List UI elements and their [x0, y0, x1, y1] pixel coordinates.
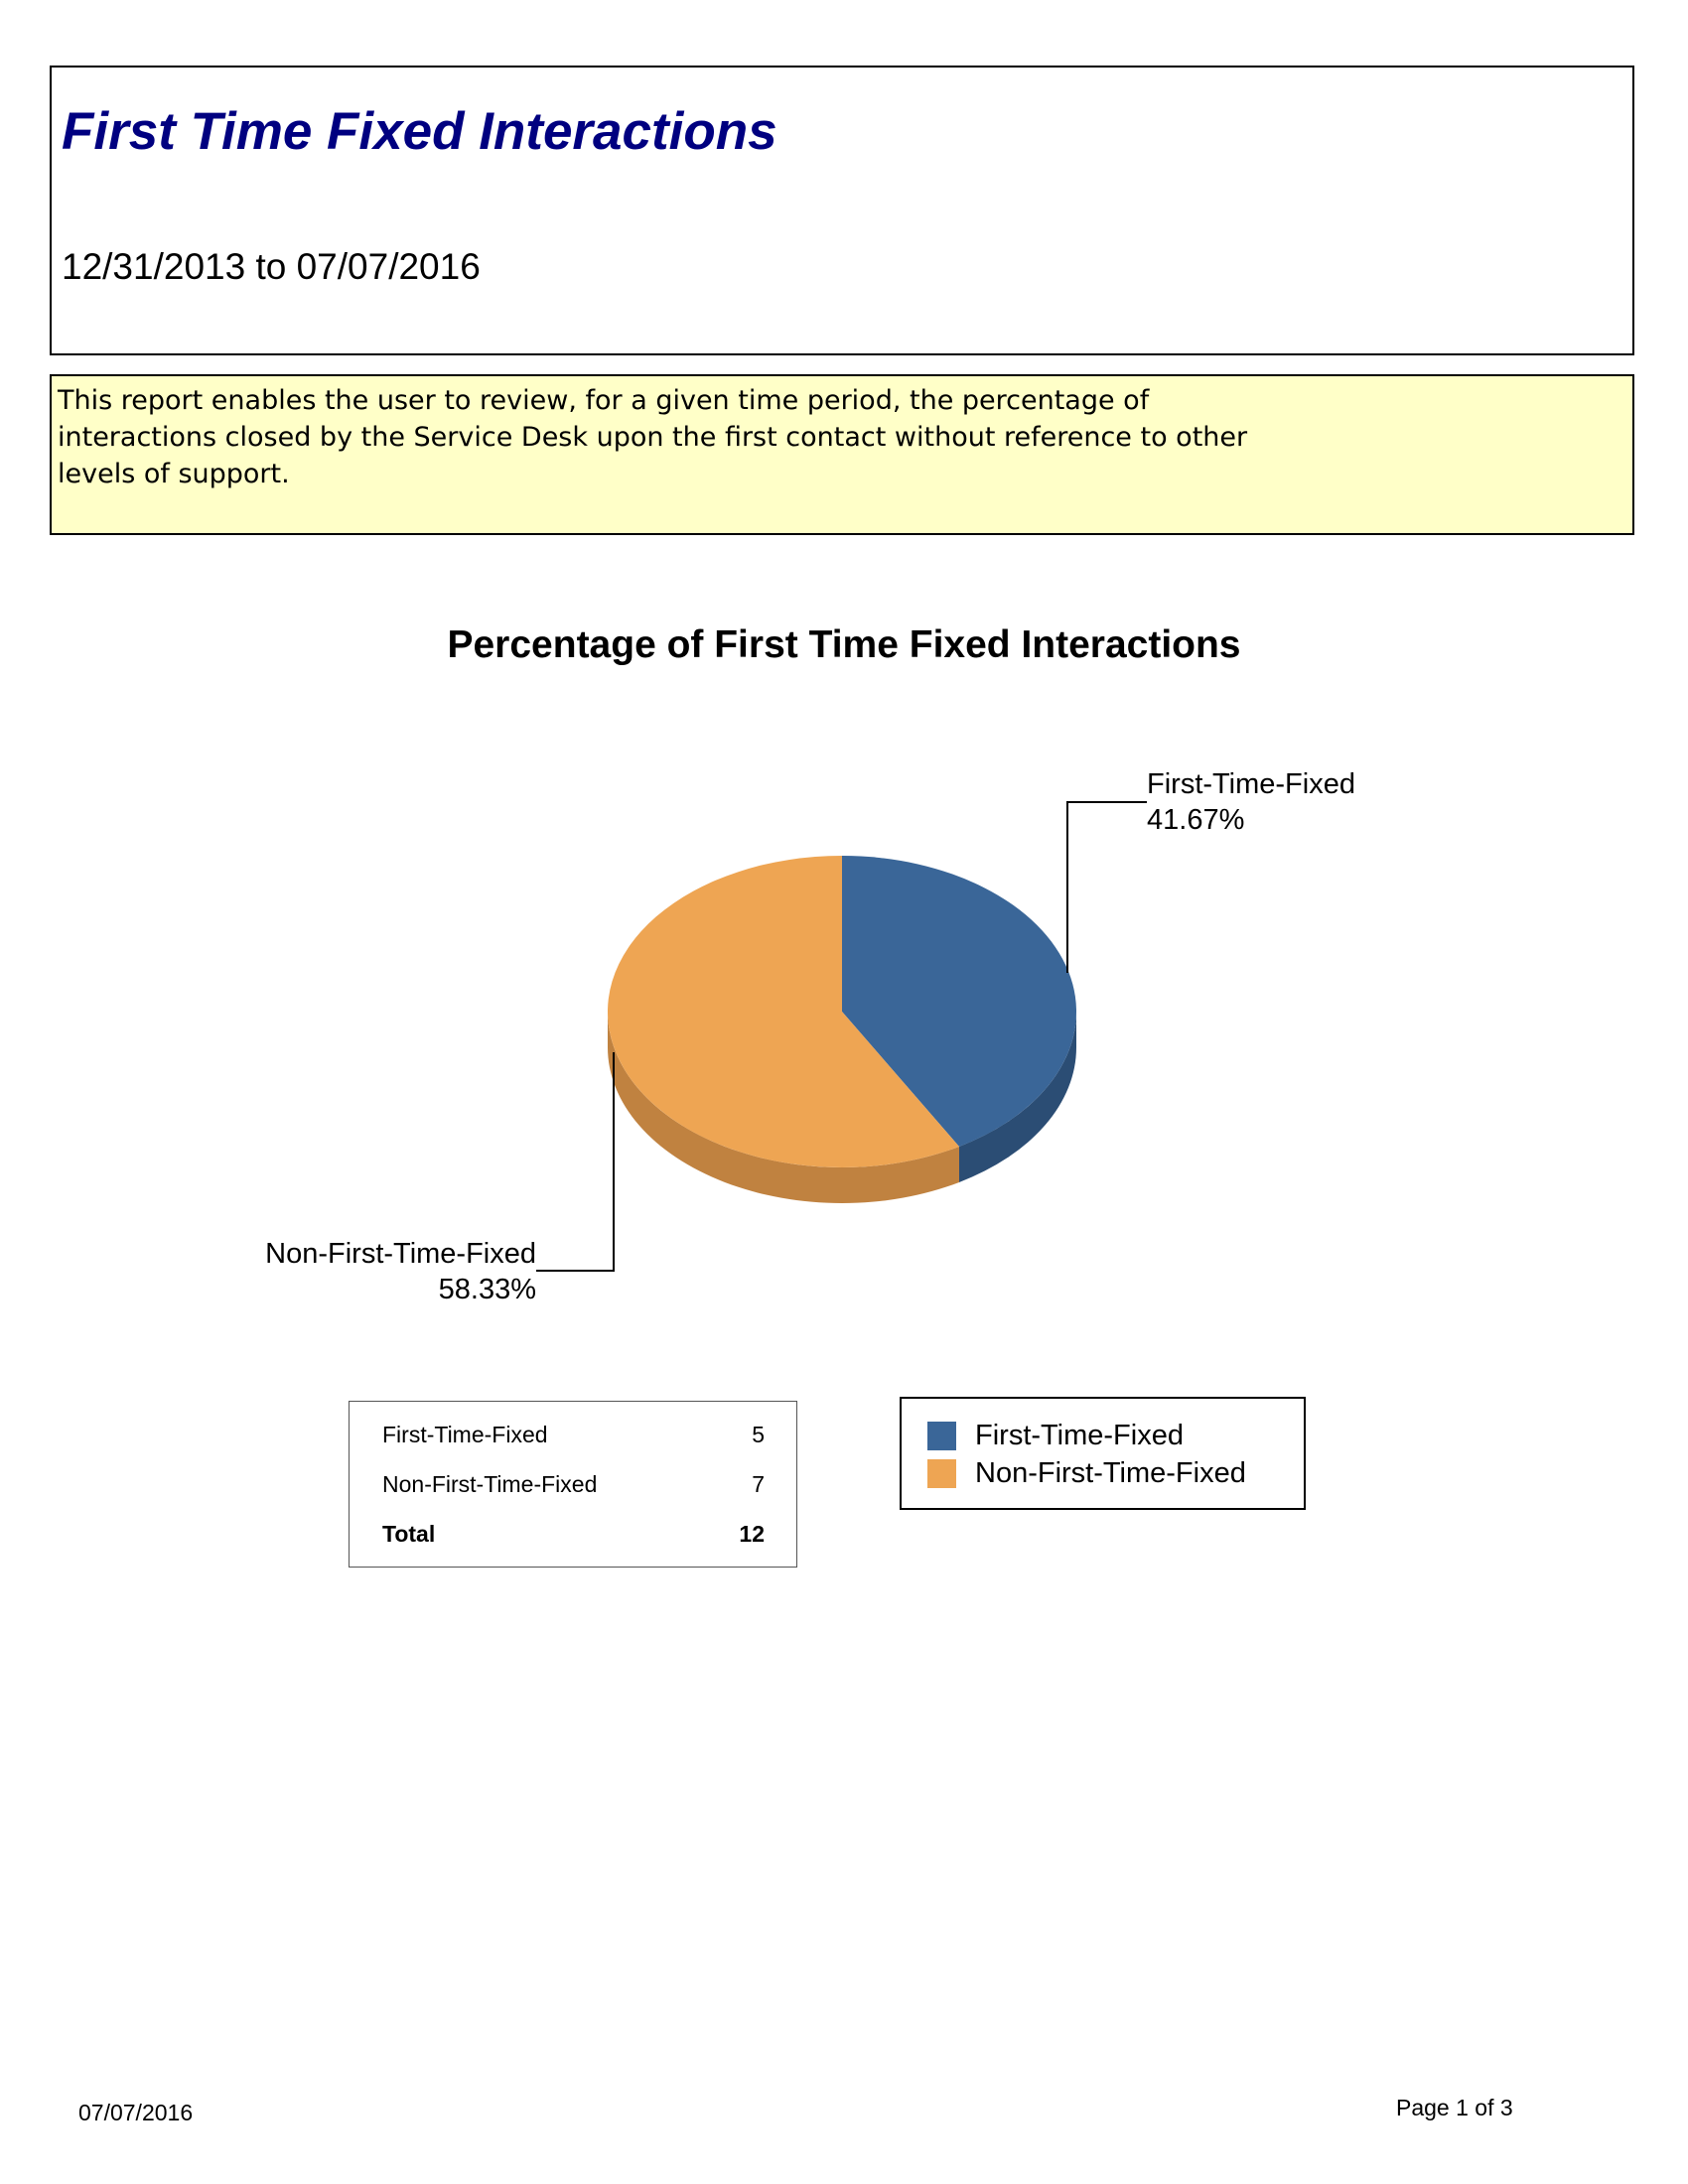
report-title: First Time Fixed Interactions — [62, 102, 777, 161]
table-total-label: Total — [382, 1521, 436, 1547]
table-total-value: 12 — [739, 1521, 765, 1547]
legend-swatch — [927, 1459, 956, 1488]
description-line-1: This report enables the user to review, for a given time period, the percentage of — [58, 385, 1150, 416]
chart-legend — [900, 1397, 1306, 1510]
leader-line — [536, 1052, 614, 1271]
date-range: 12/31/2013 to 07/07/2016 — [62, 246, 481, 287]
description-line-2: interactions closed by the Service Desk upon the first contact without reference to other — [58, 422, 1248, 453]
slice-label: Non-First-Time-Fixed — [265, 1238, 536, 1270]
chart-title: Percentage of First Time Fixed Interactions — [447, 623, 1241, 666]
legend-label: First-Time-Fixed — [975, 1420, 1184, 1451]
legend-label: Non-First-Time-Fixed — [975, 1457, 1246, 1489]
slice-percent-label: 41.67% — [1147, 804, 1245, 836]
count-table — [349, 1401, 797, 1568]
page-number: Page 1 of 3 — [1396, 2095, 1513, 2120]
leader-line — [1067, 802, 1147, 973]
table-row-value: 7 — [752, 1471, 765, 1497]
table-row-label: Non-First-Time-Fixed — [382, 1471, 598, 1497]
table-row-label: First-Time-Fixed — [382, 1422, 548, 1447]
description-line-3: levels of support. — [58, 459, 290, 489]
slice-percent-label: 58.33% — [438, 1274, 536, 1305]
footer-date: 07/07/2016 — [78, 2100, 194, 2125]
slice-label: First-Time-Fixed — [1147, 768, 1355, 800]
table-row-value: 5 — [752, 1422, 765, 1447]
legend-swatch — [927, 1422, 956, 1450]
